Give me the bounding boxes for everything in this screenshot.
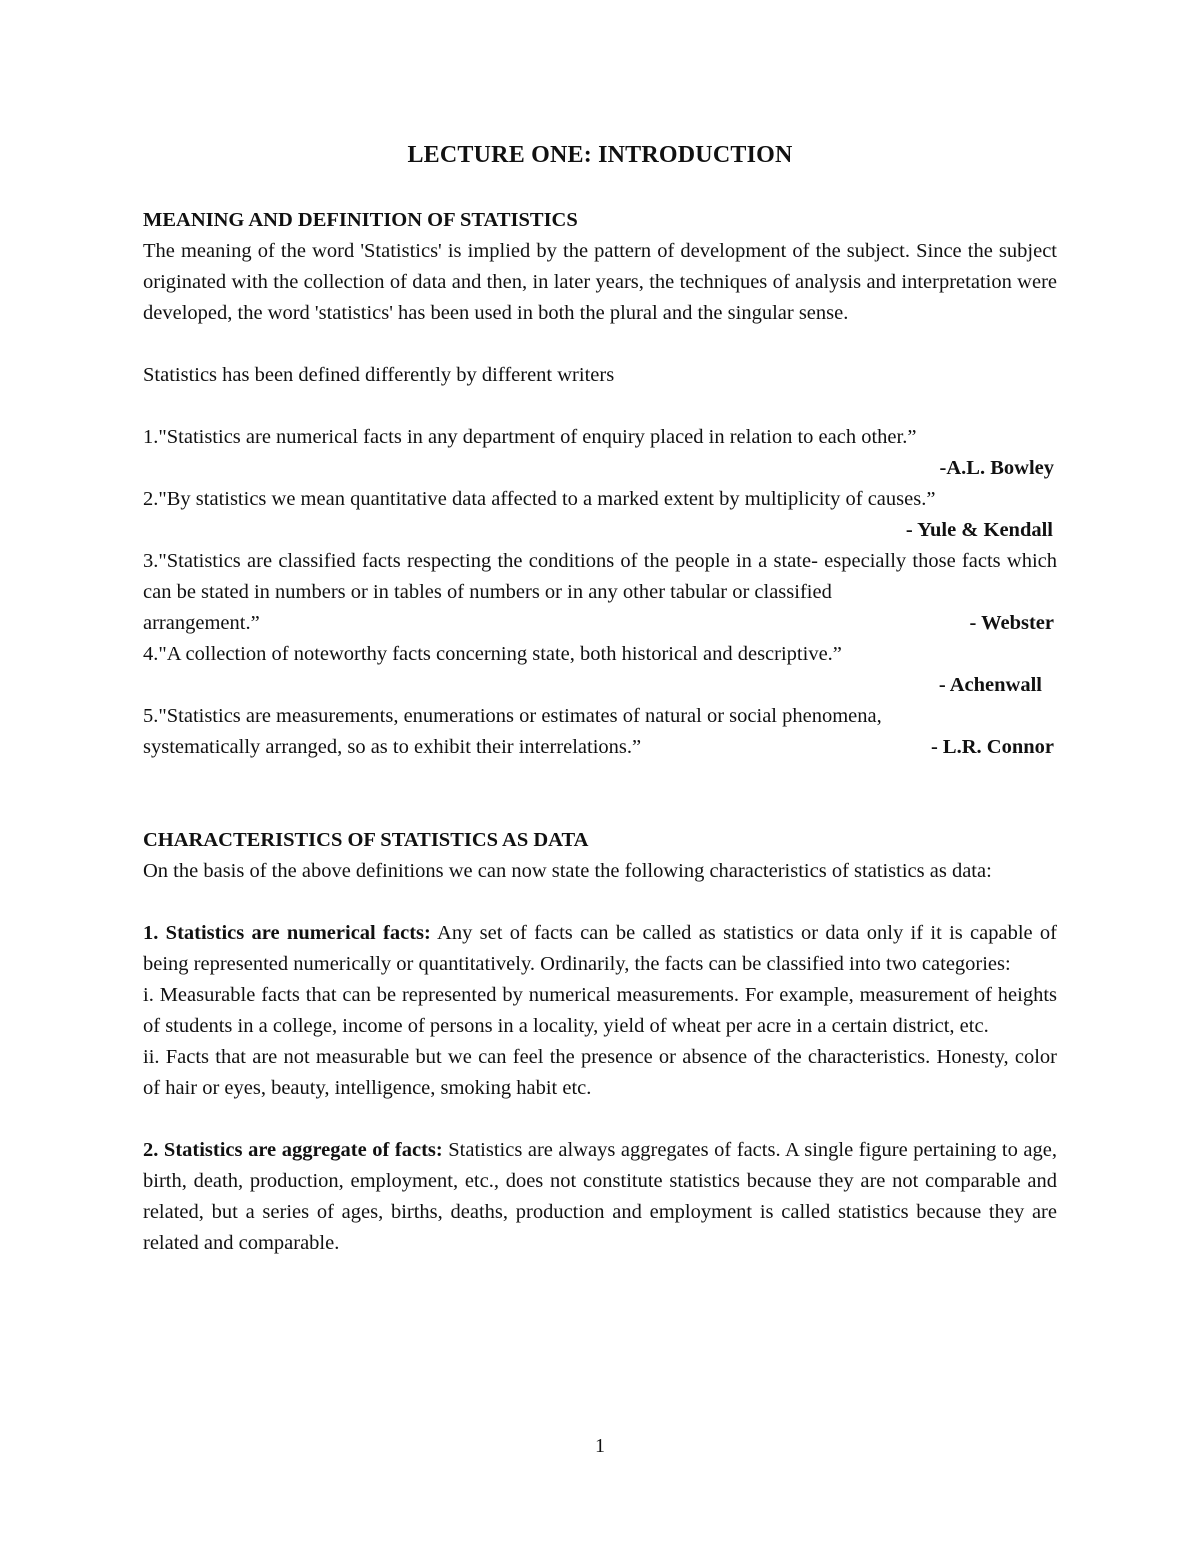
document-body bbox=[143, 205, 1057, 1259]
point-2-text: Statistics are always aggregates of facts. A single figure pertaining to age, birth, death, production, employment, etc., does not constitute statistics because they are not comparable and related, but a series of ages, births, deaths, production and employment is called statistics because they are related and comparable. bbox=[143, 1139, 1057, 1254]
meaning-paragraph: The meaning of the word 'Statistics' is implied by the pattern of development of the subject. Since the subject originated with the collection of data and then, in later years, the techniques of analysis and interpretation were developed, the word 'statistics' has been used in both the plural and the singular sense. bbox=[143, 240, 1057, 324]
definition-3-author: - Webster bbox=[969, 612, 1054, 634]
characteristics-intro: On the basis of the above definitions we can now state the following characteristics of statistics as data: bbox=[143, 860, 992, 882]
definition-5-text: 5."Statistics are measurements, enumerations or estimates of natural or social phenomena, bbox=[143, 705, 882, 727]
point-1-sub-ii: ii. Facts that are not measurable but we can feel the presence or absence of the characteristics. Honesty, color of hair or eyes, beauty, intelligence, smoking habit etc. bbox=[143, 1046, 1057, 1099]
definition-4-text: 4."A collection of noteworthy facts concerning state, both historical and descriptive.” bbox=[143, 643, 842, 665]
page-title: LECTURE ONE: INTRODUCTION bbox=[407, 142, 793, 168]
point-1-text: Any set of facts can be called as statistics or data only if it is capable of being represented numerically or quantitatively. Ordinarily, the facts can be classified into two categories: bbox=[143, 922, 1058, 975]
definitions-intro: Statistics has been defined differently by different writers bbox=[143, 364, 615, 386]
definition-2-author: - Yule & Kendall bbox=[905, 519, 1053, 541]
point-1-label: 1. Statistics are numerical facts: bbox=[143, 922, 431, 944]
definition-1-text: 1."Statistics are numerical facts in any department of enquiry placed in relation to each other.” bbox=[143, 426, 917, 448]
definition-5-last-line bbox=[143, 732, 1057, 763]
definition-3-text-end: arrangement.” bbox=[143, 612, 260, 634]
definition-2-text: 2."By statistics we mean quantitative data affected to a marked extent by multiplicity of causes.” bbox=[143, 488, 936, 510]
section-heading-characteristics: CHARACTERISTICS OF STATISTICS AS DATA bbox=[143, 829, 589, 851]
point-1-sub-i: i. Measurable facts that can be represented by numerical measurements. For example, measurement of heights of students in a college, income of persons in a locality, yield of wheat per acre in a certain district, etc. bbox=[143, 984, 1057, 1037]
definition-3-text: 3."Statistics are classified facts respecting the conditions of the people in a state- especially those facts which can be stated in numbers or in tables of numbers or in any other tabular or classified bbox=[143, 550, 1057, 603]
definition-5-text-end: systematically arranged, so as to exhibit their interrelations.” bbox=[143, 736, 642, 758]
definition-3-last-line bbox=[143, 608, 1057, 639]
section-heading-meaning: MEANING AND DEFINITION OF STATISTICS bbox=[143, 209, 578, 231]
definition-5-author: - L.R. Connor bbox=[930, 736, 1054, 758]
definition-4-author: - Achenwall bbox=[938, 674, 1042, 696]
point-2-paragraph bbox=[143, 1135, 1057, 1259]
definition-1-author: -A.L. Bowley bbox=[939, 457, 1054, 479]
point-2-label: 2. Statistics are aggregate of facts: bbox=[143, 1139, 443, 1161]
point-1-paragraph bbox=[143, 918, 1057, 980]
page-number: 1 bbox=[595, 1435, 605, 1457]
